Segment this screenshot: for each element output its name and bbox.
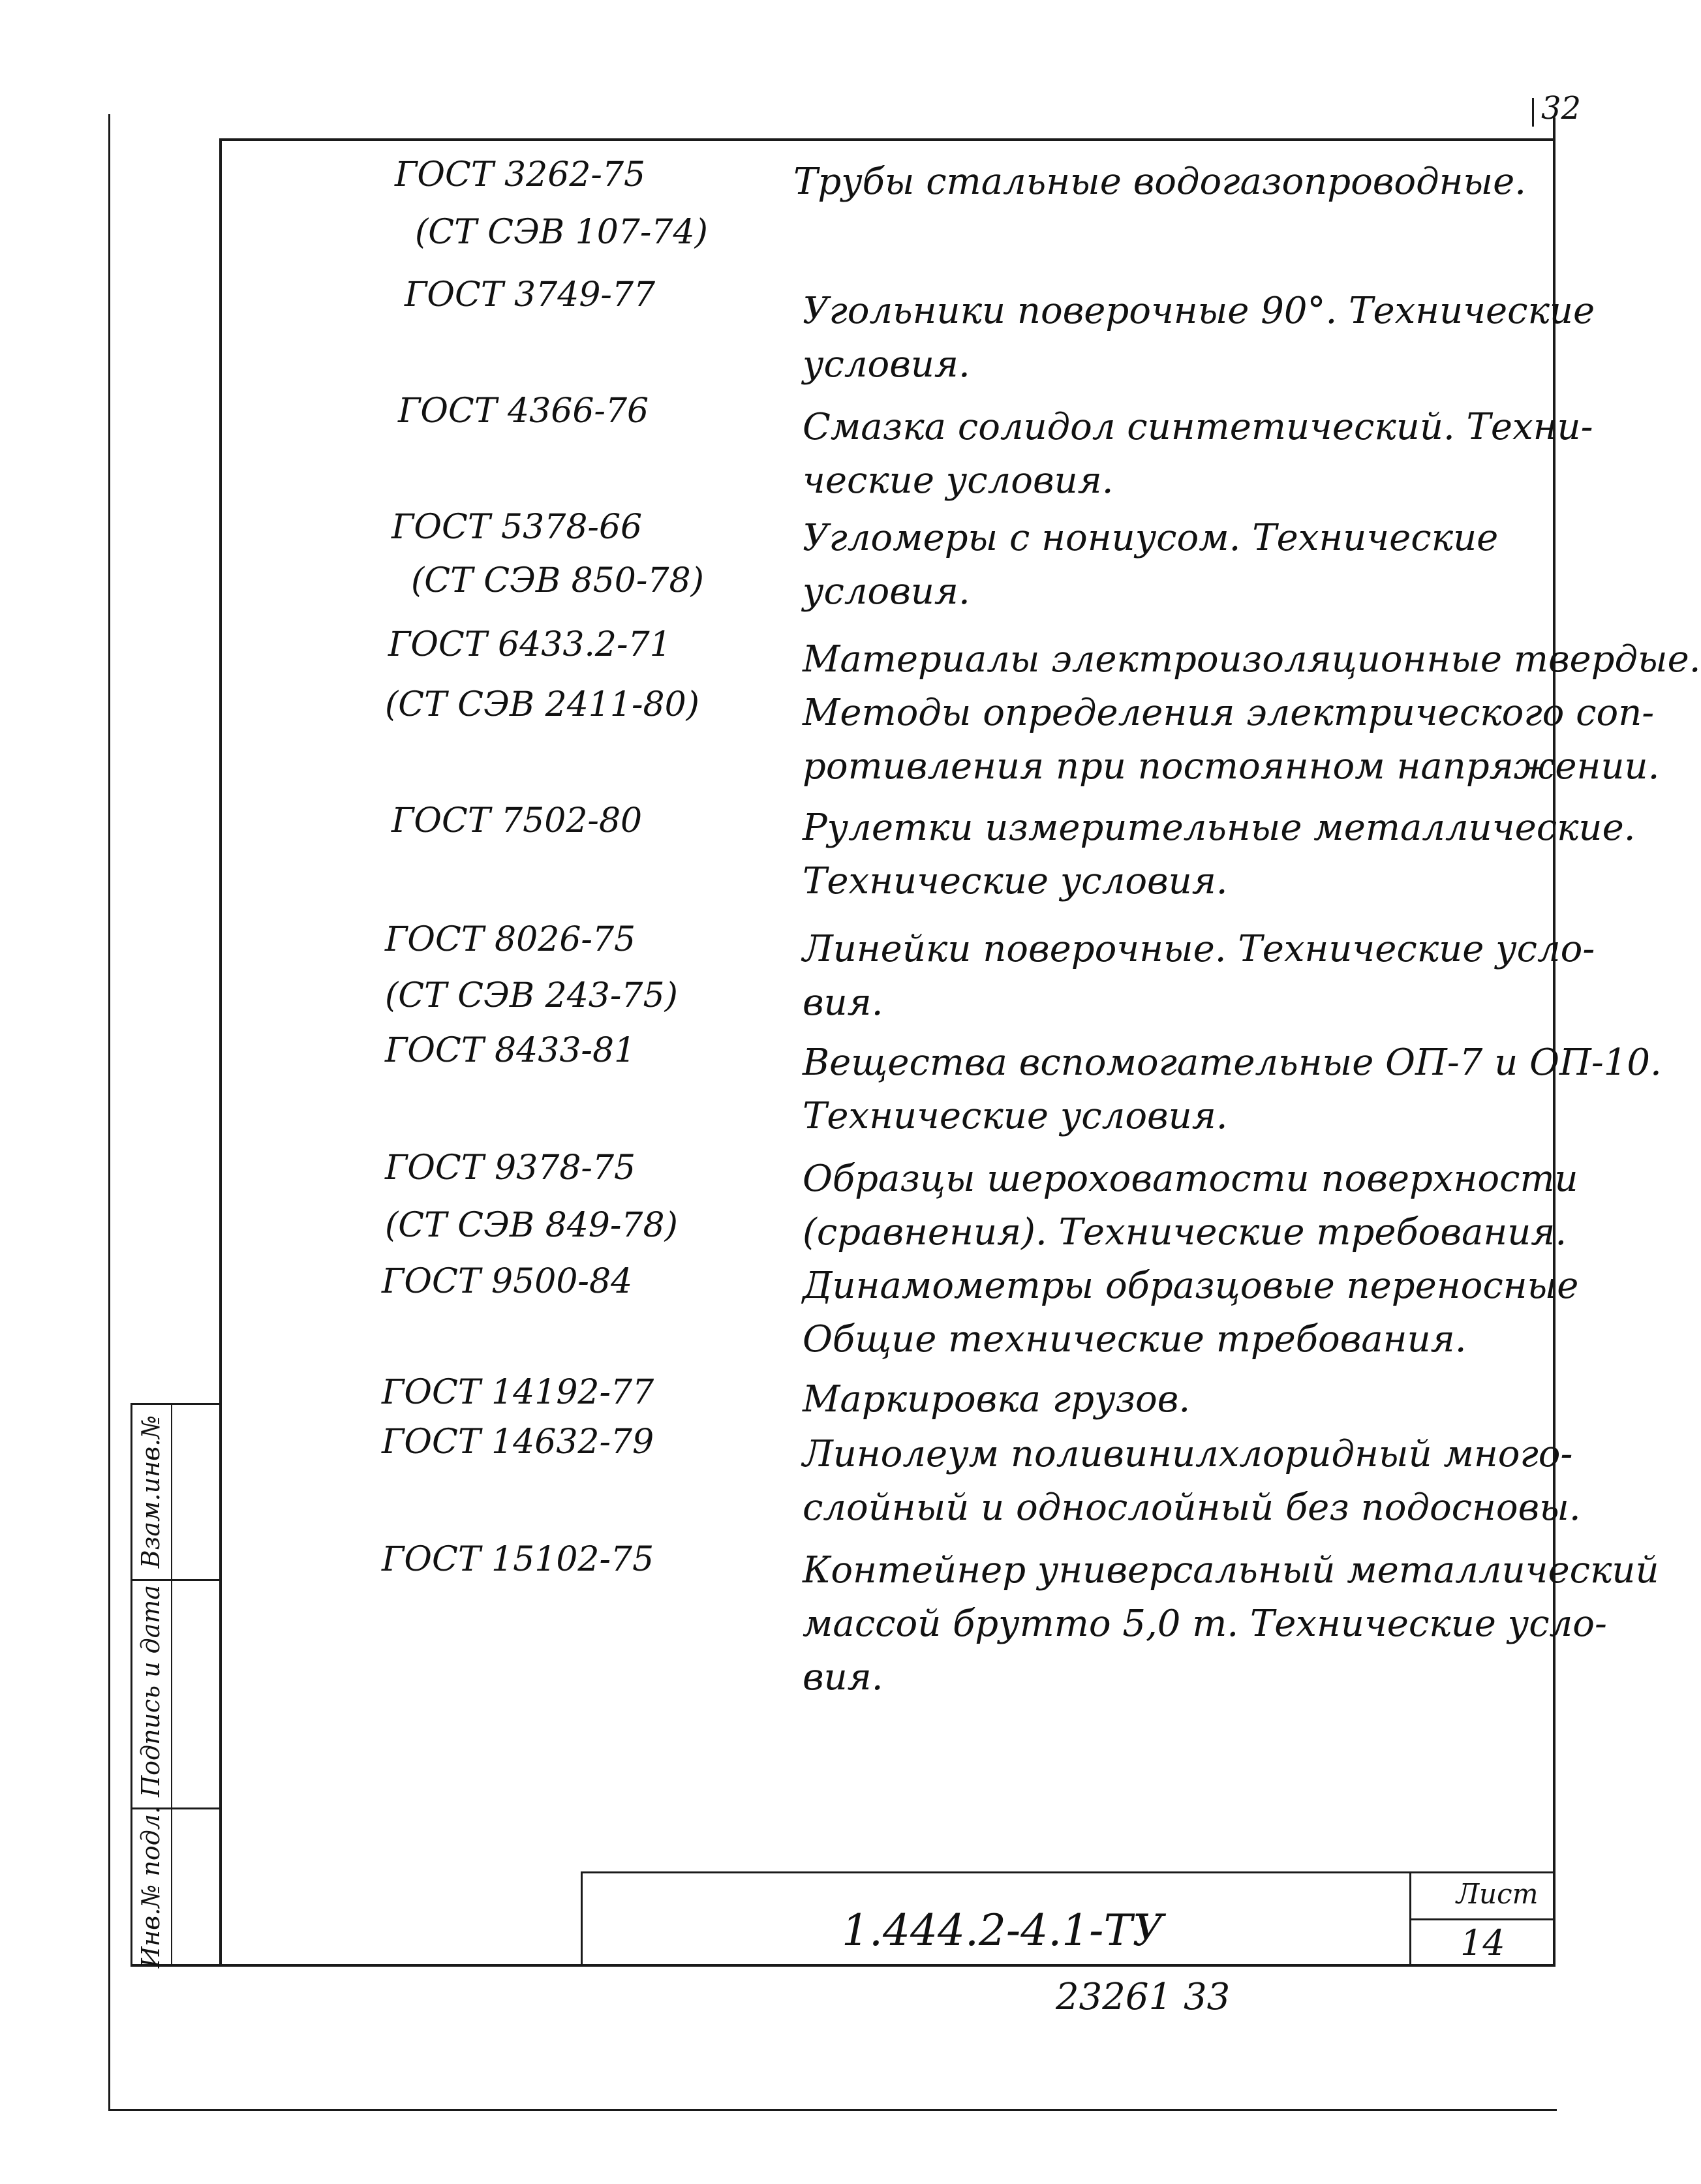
gost-code-sev: (СТ СЭВ 107-74): [415, 213, 708, 252]
gost-description-line: условия.: [803, 570, 970, 613]
sheet-label: Лист: [1456, 1878, 1539, 1910]
gost-description-line: Рулетки измерительные металлические.: [803, 807, 1636, 849]
gost-description-line: слойный и однослойный без подосновы.: [803, 1486, 1581, 1529]
sheet-number: 14: [1460, 1922, 1505, 1963]
gost-description-line: Контейнер универсальный металлический: [803, 1549, 1659, 1592]
doc-code: 1.444.2-4.1-ТУ: [842, 1905, 1164, 1956]
gost-code-sev: (СТ СЭВ 850-78): [411, 561, 704, 600]
outer-left-line: [108, 114, 110, 2111]
side-label-sign-date: Подпись и дата: [136, 1584, 165, 1797]
gost-description-line: условия.: [803, 343, 970, 386]
frame-bottom: [130, 1964, 1555, 1967]
gost-description-line: Угломеры с нониусом. Технические: [803, 517, 1499, 559]
side-strip-left: [130, 1403, 132, 1967]
title-block-sheet-label-line: [1409, 1918, 1555, 1920]
gost-code: ГОСТ 3262-75: [395, 155, 646, 194]
gost-code-sev: (СТ СЭВ 2411-80): [385, 685, 699, 724]
gost-description-line: вия.: [803, 1656, 883, 1699]
gost-code: ГОСТ 15102-75: [382, 1540, 654, 1579]
gost-code: ГОСТ 5378-66: [391, 508, 643, 547]
gost-description-line: ротивления при постоянном напряжении.: [803, 745, 1660, 788]
gost-code-sev: (СТ СЭВ 849-78): [385, 1206, 678, 1245]
gost-code: ГОСТ 4366-76: [398, 392, 649, 431]
page-corner-number: 32: [1541, 90, 1582, 127]
gost-description-line: Угольники поверочные 90°. Технические: [803, 290, 1595, 332]
title-block-left: [581, 1871, 583, 1967]
gost-description-line: Технические условия.: [803, 860, 1228, 902]
gost-description-line: Трубы стальные водогазопроводные.: [793, 161, 1527, 203]
gost-description-line: Технические условия.: [803, 1095, 1228, 1137]
side-strip-sep-2: [130, 1579, 219, 1581]
gost-code: ГОСТ 14192-77: [382, 1373, 654, 1412]
gost-code: ГОСТ 9500-84: [382, 1262, 633, 1301]
gost-description-line: Общие технические требования.: [803, 1318, 1467, 1361]
gost-description-line: Маркировка грузов.: [803, 1378, 1191, 1421]
side-label-vzam-inv: Взам.инв.№: [136, 1415, 165, 1569]
gost-description-line: Методы определения электрического соп-: [803, 692, 1655, 734]
gost-code: ГОСТ 8026-75: [385, 920, 636, 959]
gost-code: ГОСТ 8433-81: [385, 1031, 636, 1070]
gost-description-line: Линолеум поливинилхлоридный много-: [803, 1433, 1573, 1475]
side-strip-sep-1: [130, 1403, 219, 1405]
gost-code: ГОСТ 3749-77: [405, 275, 656, 315]
gost-description-line: Материалы электроизоляционные твердые.: [803, 638, 1701, 681]
gost-description-line: Смазка солидол синтетический. Техни-: [803, 406, 1593, 448]
gost-code: ГОСТ 14632-79: [382, 1423, 654, 1462]
gost-description-line: Образцы шероховатости поверхности: [803, 1158, 1578, 1200]
gost-description-line: ческие условия.: [803, 459, 1114, 502]
gost-description-line: Вещества вспомогательные ОП-7 и ОП-10.: [803, 1041, 1662, 1084]
gost-code: ГОСТ 6433.2-71: [388, 625, 671, 664]
gost-description-line: Линейки поверочные. Технические усло-: [803, 928, 1595, 970]
side-label-inv-orig: Инв.№ подл.: [136, 1806, 165, 1969]
gost-description-line: массой брутто 5,0 т. Технические усло-: [803, 1603, 1607, 1645]
gost-code-sev: (СТ СЭВ 243-75): [385, 976, 678, 1015]
page-bottom-line: [108, 2109, 1557, 2111]
gost-code: ГОСТ 9378-75: [385, 1148, 636, 1188]
frame-top: [219, 138, 1555, 141]
gost-description-line: вия.: [803, 981, 883, 1024]
side-strip-divider: [171, 1403, 172, 1967]
gost-description-line: (сравнения). Технические требования.: [803, 1211, 1567, 1253]
bottom-number: 23261 33: [1056, 1976, 1231, 2018]
corner-number-divider: [1532, 98, 1534, 127]
frame-left: [219, 138, 222, 1967]
gost-code: ГОСТ 7502-80: [391, 801, 643, 840]
gost-description-line: Динамометры образцовые переносные: [803, 1265, 1579, 1307]
